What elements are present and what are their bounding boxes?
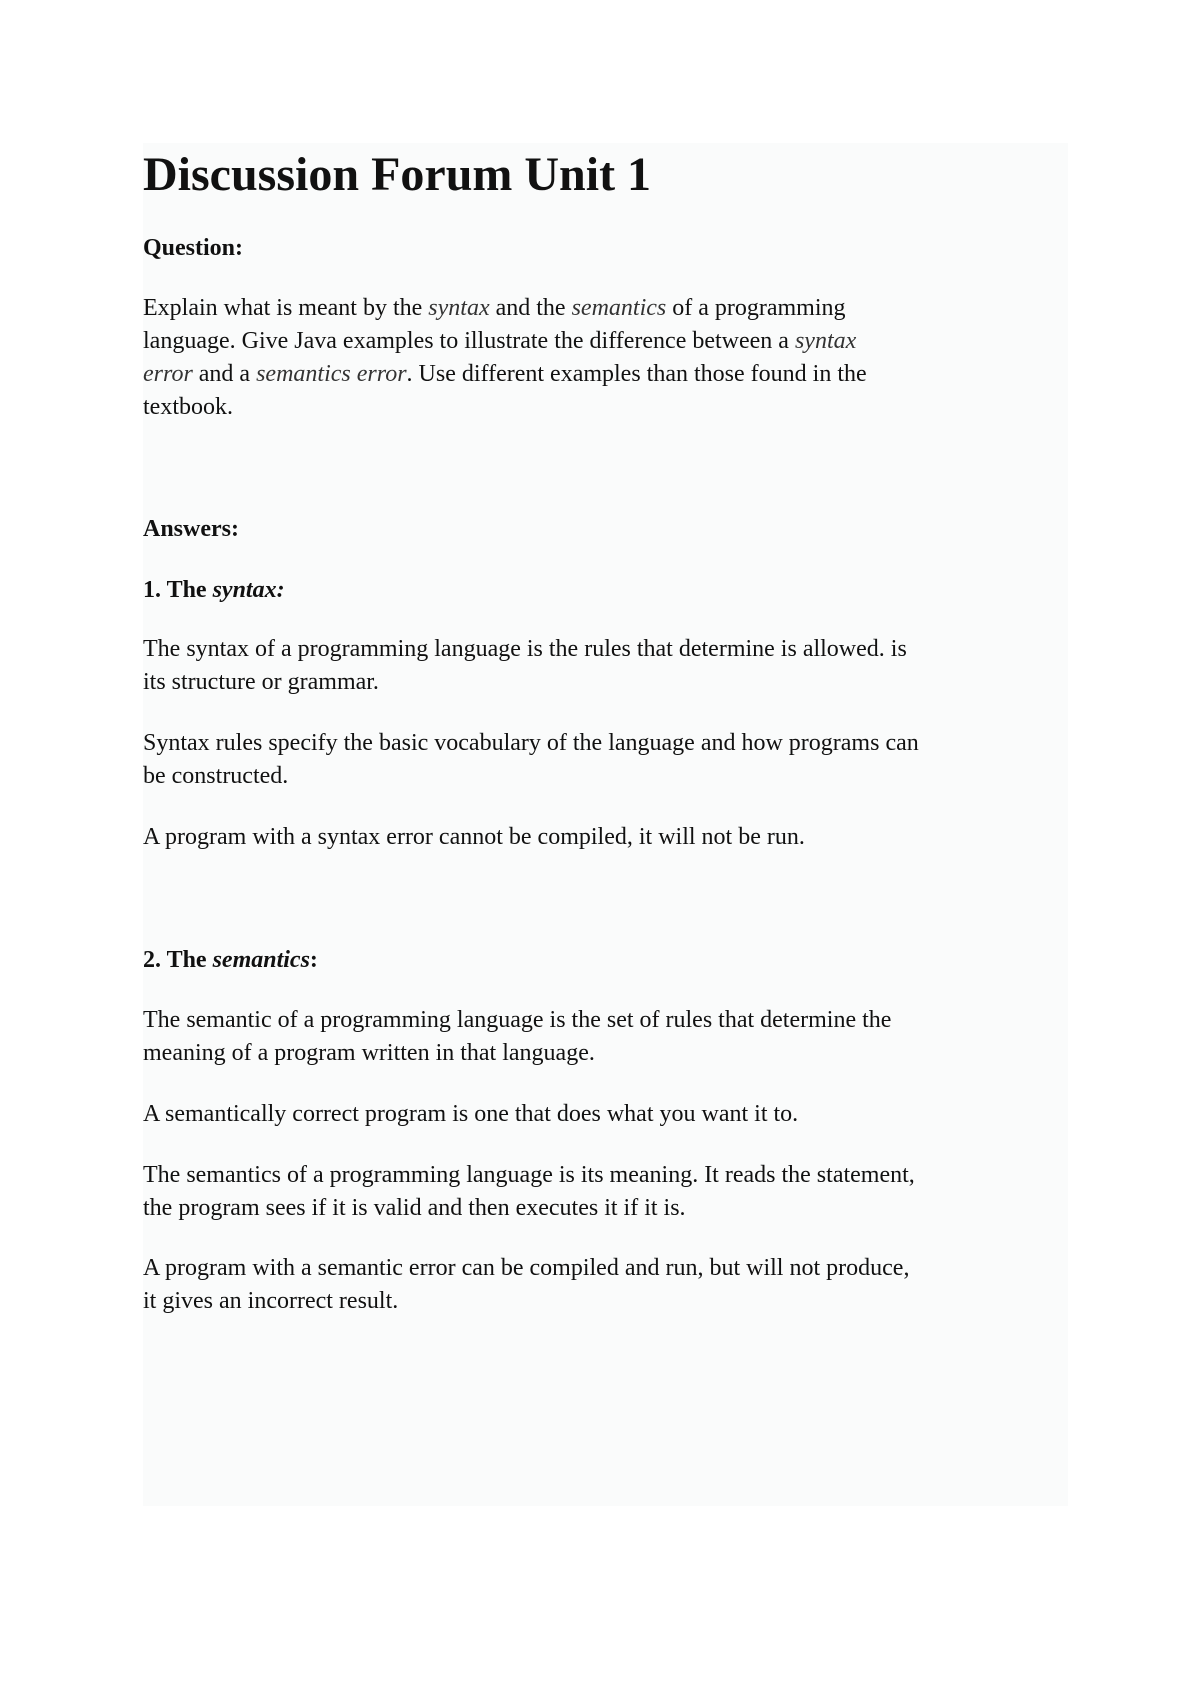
semantics-term: semantics [571, 295, 667, 321]
paragraph-line: A semantically correct program is one that does what you want it to. [143, 1101, 799, 1127]
semantics-paragraph-2 [143, 1098, 798, 1131]
section-heading-prefix: 2. The [143, 947, 213, 973]
semantics-error-term: semantics error [256, 361, 407, 387]
answers-label: Answers: [143, 516, 239, 542]
paragraph-line: Syntax rules specify the basic vocabulary of the language and how programs can [143, 730, 919, 756]
section-heading-term: syntax: [212, 577, 285, 603]
section-heading-term: semantics [212, 947, 310, 973]
syntax-paragraph-2 [143, 727, 919, 793]
document-content [143, 143, 1068, 1506]
semantics-paragraph-4 [143, 1252, 909, 1318]
semantics-paragraph-1 [143, 1004, 891, 1070]
question-line-3 [143, 358, 867, 391]
question-line-1 [143, 292, 867, 325]
syntax-paragraph-3 [143, 821, 805, 854]
paragraph-line: A program with a syntax error cannot be compiled, it will not be run. [143, 824, 805, 850]
question-text-segment: . Use different examples than those found in the [406, 361, 867, 387]
paragraph-line: be constructed. [143, 763, 289, 789]
document-title: Discussion Forum Unit 1 [143, 148, 652, 201]
section-1-heading [143, 574, 285, 607]
paragraph-line: the program sees if it is valid and then executes it if it is. [143, 1195, 686, 1221]
question-label: Question: [143, 235, 244, 261]
section-heading-suffix: : [309, 947, 318, 973]
semantics-paragraph-3 [143, 1159, 915, 1225]
question-text-segment: of a programming [666, 295, 846, 321]
paragraph-line: The semantics of a programming language is its meaning. It reads the statement, [143, 1162, 915, 1188]
section-heading-prefix: 1. The [143, 577, 213, 603]
error-term: error [143, 361, 193, 387]
paragraph-line: meaning of a program written in that language. [143, 1040, 595, 1066]
question-text-segment: and the [489, 295, 572, 321]
question-text-segment: language. Give Java examples to illustrate the difference between a [143, 328, 795, 354]
section-2-heading [143, 944, 318, 977]
syntax-paragraph-1 [143, 633, 907, 699]
question-text [143, 292, 867, 424]
paragraph-line: The semantic of a programming language is the set of rules that determine the [143, 1007, 892, 1033]
syntax-term: syntax [794, 328, 857, 354]
paragraph-line: its structure or grammar. [143, 669, 379, 695]
paragraph-line: it gives an incorrect result. [143, 1288, 399, 1314]
question-line-2 [143, 325, 867, 358]
question-text-segment: Explain what is meant by the [143, 295, 429, 321]
paragraph-line: The syntax of a programming language is the rules that determine is allowed. is [143, 636, 907, 662]
question-text-segment: and a [192, 361, 257, 387]
syntax-term: syntax [428, 295, 490, 321]
paragraph-line: A program with a semantic error can be compiled and run, but will not produce, [143, 1255, 910, 1281]
question-line-4: textbook. [143, 394, 233, 420]
